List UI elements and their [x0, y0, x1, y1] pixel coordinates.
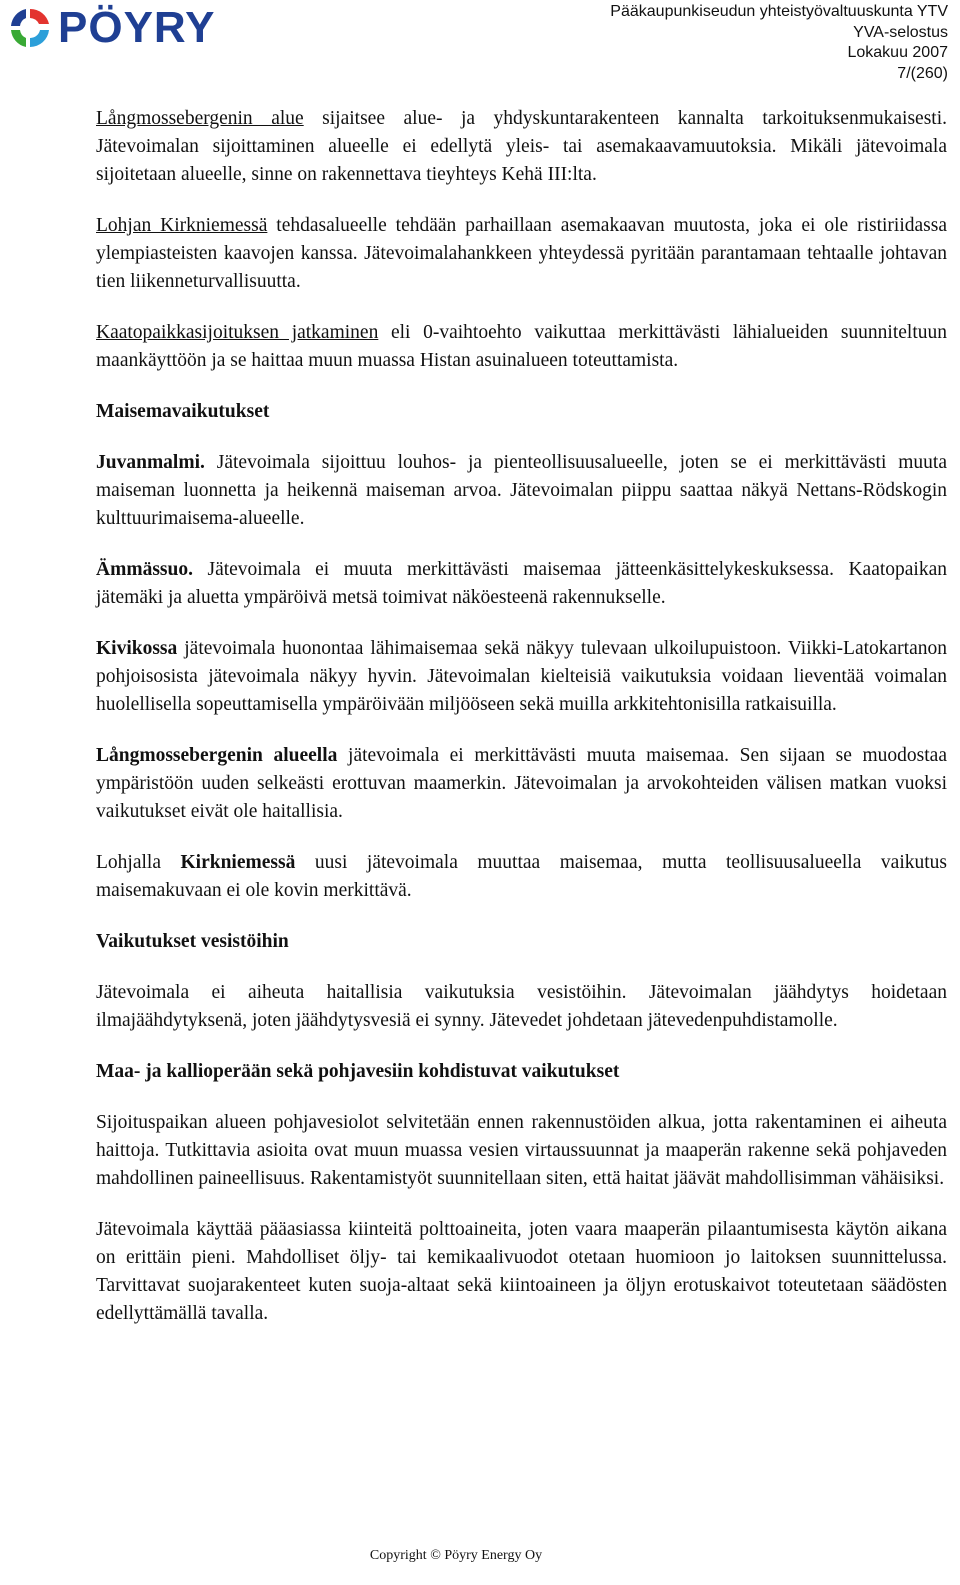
paragraph-text: tehdasalueelle tehdään parhaillaan asemakaavan muutosta, joka ei ole ristiriidassa ylempiasteisten kaavojen kanssa. Jätevoimalahankkeen yhteydessä pyritään parantamaan tehtaalle johtavan tien liikenneturvallisuutta. — [96, 215, 947, 292]
poyry-swirl-icon — [6, 4, 54, 52]
paragraph-text: eli 0-vaihtoehto vaikuttaa merkittävästi lähialueiden suunniteltuun maankäyttöön ja se haittaa muun muassa Histan asuinalueen toteuttamista. — [96, 322, 947, 371]
paragraph-zero-alternative — [96, 319, 947, 375]
underlined-term: Kaatopaikkasijoituksen jatkaminen — [96, 322, 379, 343]
header-document-type: YVA-selostus — [853, 23, 948, 41]
document-header — [610, 2, 948, 84]
heading-landscape-impacts: Maisemavaikutukset — [96, 401, 270, 422]
paragraph-text: jätevoimala huonontaa lähimaisemaa sekä näkyy tulevaan ulkoilupuistoon. Viikki-Latokartanon pohjoisosista jätevoimala näkyy hyvin. Jätevoimalan kielteisiä vaikutuksia voidaan lieventää voimalan huolellisella sopeuttamisella ympäröivään miljööseen sekä muilla arkkitehtonisilla ratkaisuilla. — [96, 638, 947, 715]
bold-term: Kivikossa — [96, 638, 178, 659]
bold-term: Juvanmalmi. — [96, 452, 205, 473]
bold-term: Långmossebergenin alueella — [96, 745, 338, 766]
paragraph-text-prefix: Lohjalla — [96, 852, 181, 873]
paragraph-groundwater-survey: Sijoituspaikan alueen pohjavesiolot selvitetään ennen rakennustöiden alkua, jotta rakentaminen ei aiheuta haittoja. Tutkittavia asioita ovat muun muassa vesien virtaussuunnat ja maaperän rakenne sekä pohjaveden mahdollinen paineellisuus. Rakentamistyöt suunnitellaan siten, että haitat jäävät mahdollisimman vähäisiksi. — [96, 1112, 947, 1189]
paragraph-langmossebergen-landscape — [96, 742, 947, 826]
paragraph-text: jätevoimala ei merkittävästi muuta maisemaa. Sen sijaan se muodostaa ympäristöön uuden selkeästi erottuvan maamerkin. Jätevoimalan ja arvokohteiden välisen matkan vuoksi vaikutukset eivät ole haitallisia. — [96, 745, 947, 822]
underlined-term: Långmossebergenin alue — [96, 108, 304, 129]
paragraph-kirkniemi-landscape — [96, 849, 947, 905]
header-organization: Pääkaupunkiseudun yhteistyövaltuuskunta YTV — [610, 3, 948, 20]
heading-soil-groundwater-impacts: Maa- ja kallioperään sekä pohjavesiin kohdistuvat vaikutukset — [96, 1061, 620, 1082]
bold-term: Kirkniemessä — [180, 852, 296, 873]
paragraph-text: sijaitsee alue- ja yhdyskuntarakenteen kannalta tarkoituksenmukaisesti. Jätevoimalan sijoittaminen alueelle ei edellytä yleis- tai asemakaavamuutoksia. Mikäli jätevoimala sijoitetaan alueelle, sinne on rakennettava tieyhteys Kehä III:lta. — [96, 108, 947, 185]
underlined-term: Lohjan Kirkniemessä — [96, 215, 268, 236]
footer-copyright: Copyright © Pöyry Energy Oy — [369, 1548, 543, 1563]
paragraph-juvanmalmi — [96, 449, 947, 533]
paragraph-lohja-land-use — [96, 212, 947, 296]
paragraph-ammassuo — [96, 556, 947, 612]
paragraph-soil-contamination: Jätevoimala käyttää pääasiassa kiinteitä polttoaineita, joten vaara maaperän pilaantumisesta käytön aikana on erittäin pieni. Mahdolliset öljy- tai kemikaalivuodot otetaan huomioon jo laitoksen suunnittelussa. Tarvittavat suojarakenteet kuten suoja-altaat sekä kiintoaineen ja öljyn erotuskaivot toteutetaan säädösten edellyttämällä tavalla. — [96, 1219, 947, 1324]
paragraph-kivikko — [96, 635, 947, 719]
logo-text: PÖYRY — [58, 3, 216, 52]
bold-term: Ämmässuo. — [96, 559, 193, 580]
paragraph-text: Jätevoimala sijoittuu louhos- ja pienteollisuusalueelle, joten se ei merkittävästi muuta maiseman luonnetta ja heikennä maiseman arvoa. Jätevoimalan piippu saattaa näkyä Nettans-Rödskogin kulttuurimaisema-alueelle. — [96, 452, 947, 529]
heading-water-impacts: Vaikutukset vesistöihin — [96, 931, 289, 952]
paragraph-text: Jätevoimala ei muuta merkittävästi maisemaa jätteenkäsittelykeskuksessa. Kaatopaikan jätemäki ja aluetta ympäröivä metsä toimivat näköesteenä rakennukselle. — [96, 559, 947, 608]
paragraph-water-impacts: Jätevoimala ei aiheuta haitallisia vaikutuksia vesistöihin. Jätevoimalan jäähdytys hoidetaan ilmajäähdytyksenä, joten jäähdytysvesiä ei synny. Jätevedet johdetaan jätevedenpuhdistamolle. — [96, 982, 947, 1031]
paragraph-text: uusi jätevoimala muuttaa maisemaa, mutta teollisuusalueella vaikutus maisemakuvaan ei ole kovin merkittävä. — [96, 852, 947, 901]
paragraph-langmossebergen-land-use — [96, 105, 947, 189]
document-body — [96, 105, 947, 1351]
header-date: Lokakuu 2007 — [847, 44, 948, 61]
header-page-number: 7/(260) — [897, 64, 948, 82]
poyry-logo — [6, 4, 215, 52]
